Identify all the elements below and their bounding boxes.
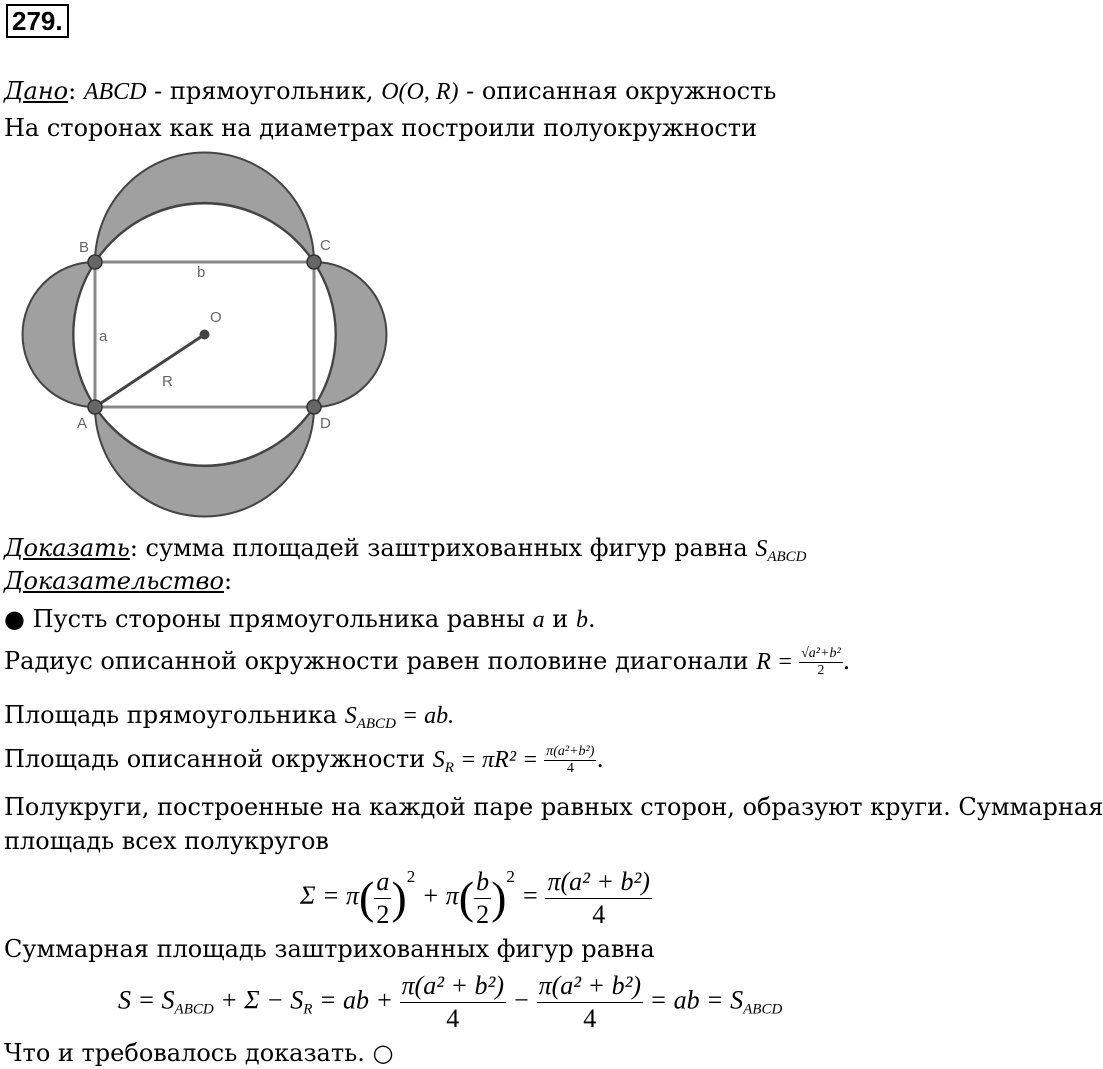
given-line: Дано: ABCD - прямоугольник, O(O, R) - описанная окружность — [4, 77, 777, 105]
s-formula: $S = S_{ABCD} + \Sigma - S_R$ = ab + $\frac{\text{π(a² + b²)}}{4}$ − $\frac{\text{π(a² + b²)}}{4}$ = ab = $S_{ABCD}$ — [118, 971, 783, 1033]
proof-step-6: Суммарная площадь заштрихованных фигур равна — [4, 935, 655, 963]
geometry-figure — [0, 140, 420, 530]
circle-name: O(O, R) — [381, 79, 459, 105]
center-point — [200, 330, 210, 340]
given-label: Дано — [4, 77, 69, 105]
proof-step-1: ● Пусть стороны прямоугольника равны a и b. — [4, 605, 596, 633]
problem-number: 279. — [6, 4, 69, 38]
sigma-formula: Σ = π( $\frac{a}{2}$ )$^2$ + π( $\frac{b}{2}$ )$^2$ = $\frac{\text{π(a² + b²)}}{4}$ — [300, 866, 650, 929]
proof-step-4: Площадь описанной окружности $S_R = \pi R^2$ = $\frac{\text{π(a²+b²)}}{4}$ . — [4, 744, 605, 776]
radius-fraction: $\frac{\text{√a²+b²}}{2}$ — [801, 646, 841, 678]
prove-line: Доказать: сумма площадей заштрихованных фигур равна $S_{ABCD}$ — [4, 534, 807, 565]
label-o: O — [210, 309, 222, 326]
proof-step-5-line1: Полукруги, построенные на каждой паре равных сторон, образуют круги. Суммарная — [4, 793, 1103, 821]
proof-step-3: Площадь прямоугольника $S_{ABCD}$ = ab. — [4, 701, 455, 732]
label-d-vertex: D — [320, 415, 331, 432]
proof-step-2: Радиус описанной окружности равен половине диагонали R = $\frac{\text{√a²+b²}}{2}$ . — [4, 646, 851, 678]
rect-name: ABCD — [83, 79, 147, 105]
label-radius: R — [162, 373, 173, 390]
circle-area-fraction: $\frac{\text{π(a²+b²)}}{4}$ — [546, 744, 595, 776]
proof-step-5-line2: площадь всех полукругов — [4, 827, 329, 855]
label-side-b: b — [197, 264, 206, 281]
label-c-vertex: C — [320, 237, 331, 254]
label-b-vertex: B — [79, 239, 90, 256]
label-side-a: a — [99, 328, 108, 345]
proof-label: Доказательство — [4, 567, 224, 595]
s-abcd-symbol: $S_{ABCD}$ — [755, 536, 807, 565]
label-a-vertex: A — [77, 415, 88, 432]
radius-segment — [95, 335, 205, 408]
proof-label-line: Доказательство: — [4, 567, 233, 595]
conclusion-text: Что и требовалось доказать. ○ — [4, 1039, 394, 1067]
construction-text: На сторонах как на диаметрах построили полуокружности — [4, 114, 758, 142]
prove-label: Доказать — [4, 534, 130, 562]
